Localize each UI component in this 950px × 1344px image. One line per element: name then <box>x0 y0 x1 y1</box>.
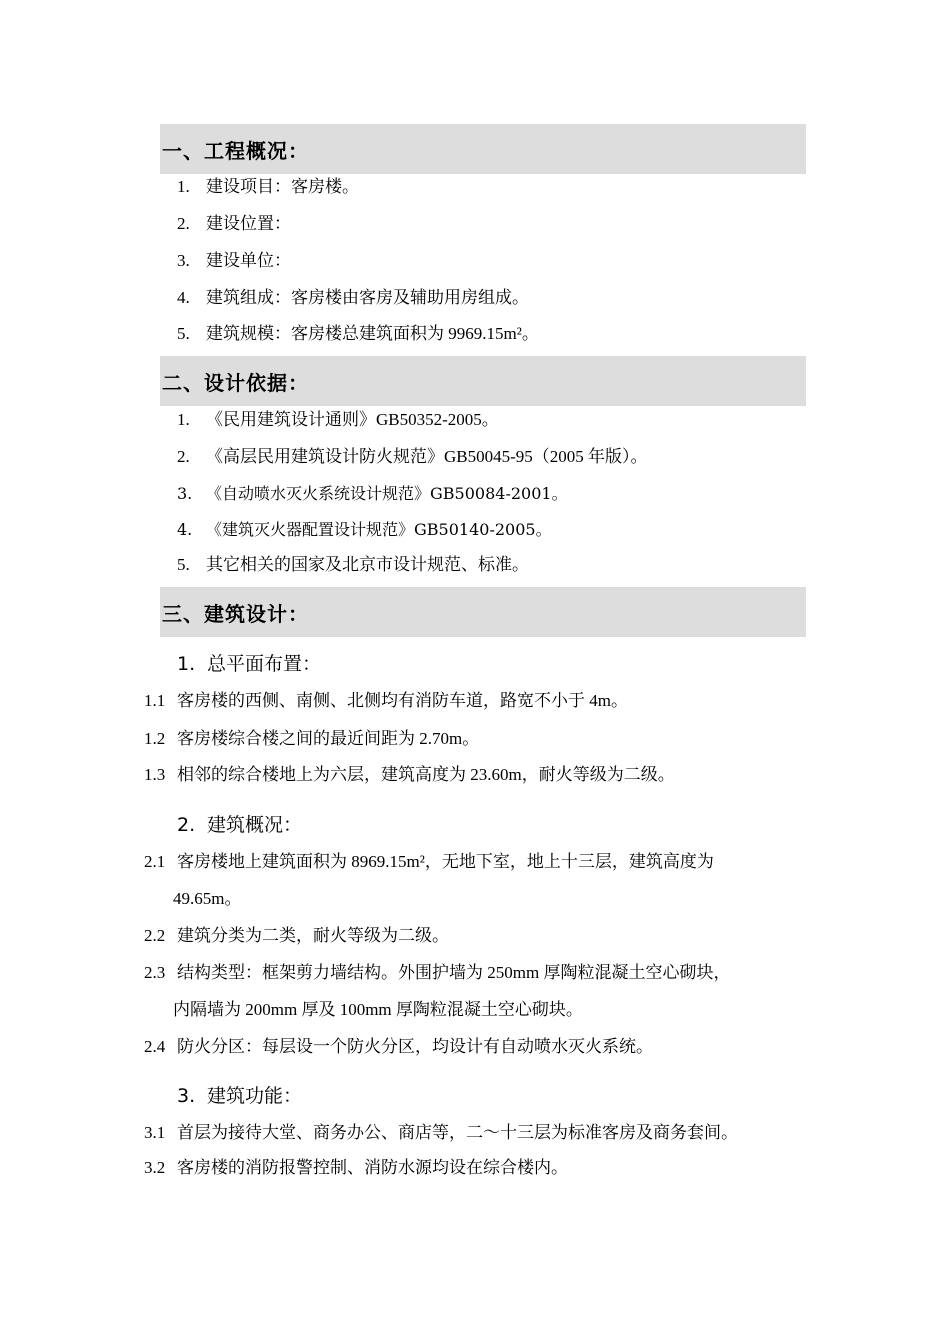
list-item <box>177 287 529 309</box>
item-text: 建筑规模：客房楼总建筑面积为 9969.15m²。 <box>206 324 539 343</box>
item-number: 1.2 <box>144 729 166 748</box>
subsection-title: 建筑功能： <box>207 1085 303 1107</box>
item-number: 2.4 <box>144 1037 166 1056</box>
list-item <box>144 1157 568 1179</box>
item-text: 客房楼的西侧、南侧、北侧均有消防车道，路宽不小于 4m。 <box>177 691 628 710</box>
item-number: 4. <box>177 288 190 307</box>
item-number: 2. <box>177 214 190 233</box>
subsection-heading-building-function <box>177 1084 302 1108</box>
list-item <box>177 323 539 345</box>
item-number: 5. <box>177 324 190 343</box>
item-text: 客房楼的消防报警控制、消防水源均设在综合楼内。 <box>177 1158 568 1177</box>
item-text: 相邻的综合楼地上为六层，建筑高度为 23.60m，耐火等级为二级。 <box>177 765 675 784</box>
section-heading-design-basis: 二、设计依据： <box>160 356 806 406</box>
subsection-title: 建筑概况： <box>207 814 303 836</box>
item-text: 建设项目：客房楼。 <box>206 177 359 196</box>
list-item-continuation: 内隔墙为 200mm 厚及 100mm 厚陶粒混凝土空心砌块。 <box>173 1000 583 1019</box>
item-number: 2.1 <box>144 852 166 871</box>
item-text: 建筑分类为二类，耐火等级为二级。 <box>177 926 449 945</box>
item-number: 3.1 <box>144 1123 166 1142</box>
item-text: 《高层民用建筑设计防火规范》GB50045-95（2005 年版）。 <box>206 447 648 466</box>
item-text: 建筑组成：客房楼由客房及辅助用房组成。 <box>206 288 529 307</box>
item-text: 结构类型：框架剪力墙结构。外围护墙为 250mm 厚陶粒混凝土空心砌块， <box>177 963 731 982</box>
item-text: 《建筑灭火器配置设计规范》GB50140-2005。 <box>206 520 552 539</box>
item-text: 建设单位： <box>206 251 291 270</box>
section-heading-project-overview: 一、工程概况： <box>160 124 806 174</box>
list-item <box>177 446 648 468</box>
subsection-number: 3. <box>177 1085 196 1107</box>
item-number: 3. <box>177 484 193 503</box>
list-item <box>177 519 552 541</box>
list-item <box>144 690 628 712</box>
list-item <box>144 962 730 984</box>
list-item <box>144 1036 653 1058</box>
item-number: 2.3 <box>144 963 166 982</box>
item-number: 3.2 <box>144 1158 166 1177</box>
item-number: 3. <box>177 251 190 270</box>
list-item <box>177 409 499 431</box>
subsection-heading-site-plan <box>177 652 321 676</box>
list-item <box>177 213 291 235</box>
item-number: 5. <box>177 555 190 574</box>
item-number: 1.1 <box>144 691 166 710</box>
list-item <box>144 764 675 786</box>
section-heading-architectural-design: 三、建筑设计： <box>160 587 806 637</box>
item-number: 1.3 <box>144 765 166 784</box>
item-number: 1. <box>177 410 190 429</box>
list-item <box>177 554 529 576</box>
subsection-number: 2. <box>177 814 196 836</box>
item-text: 首层为接待大堂、商务办公、商店等，二～十三层为标准客房及商务套间。 <box>177 1123 738 1142</box>
list-item <box>177 176 359 198</box>
item-text: 《民用建筑设计通则》GB50352-2005。 <box>206 410 499 429</box>
item-number: 2.2 <box>144 926 166 945</box>
item-number: 2. <box>177 447 190 466</box>
item-text: 建设位置： <box>206 214 291 233</box>
list-item <box>144 851 714 873</box>
subsection-heading-building-overview <box>177 813 302 837</box>
list-item <box>144 925 449 947</box>
item-text: 客房楼综合楼之间的最近间距为 2.70m。 <box>177 729 480 748</box>
item-text: 《自动喷水灭火系统设计规范》GB50084-2001。 <box>206 484 568 503</box>
subsection-title: 总平面布置： <box>207 653 322 675</box>
list-item-continuation: 49.65m。 <box>173 889 242 908</box>
item-text: 防火分区：每层设一个防火分区，均设计有自动喷水灭火系统。 <box>177 1037 653 1056</box>
item-number: 4. <box>177 520 193 539</box>
subsection-number: 1. <box>177 653 196 675</box>
list-item <box>177 250 291 272</box>
item-text: 其它相关的国家及北京市设计规范、标准。 <box>206 555 529 574</box>
list-item <box>177 483 568 505</box>
item-number: 1. <box>177 177 190 196</box>
list-item <box>144 728 479 750</box>
item-text: 客房楼地上建筑面积为 8969.15m²，无地下室，地上十三层，建筑高度为 <box>177 852 714 871</box>
list-item <box>144 1122 738 1144</box>
